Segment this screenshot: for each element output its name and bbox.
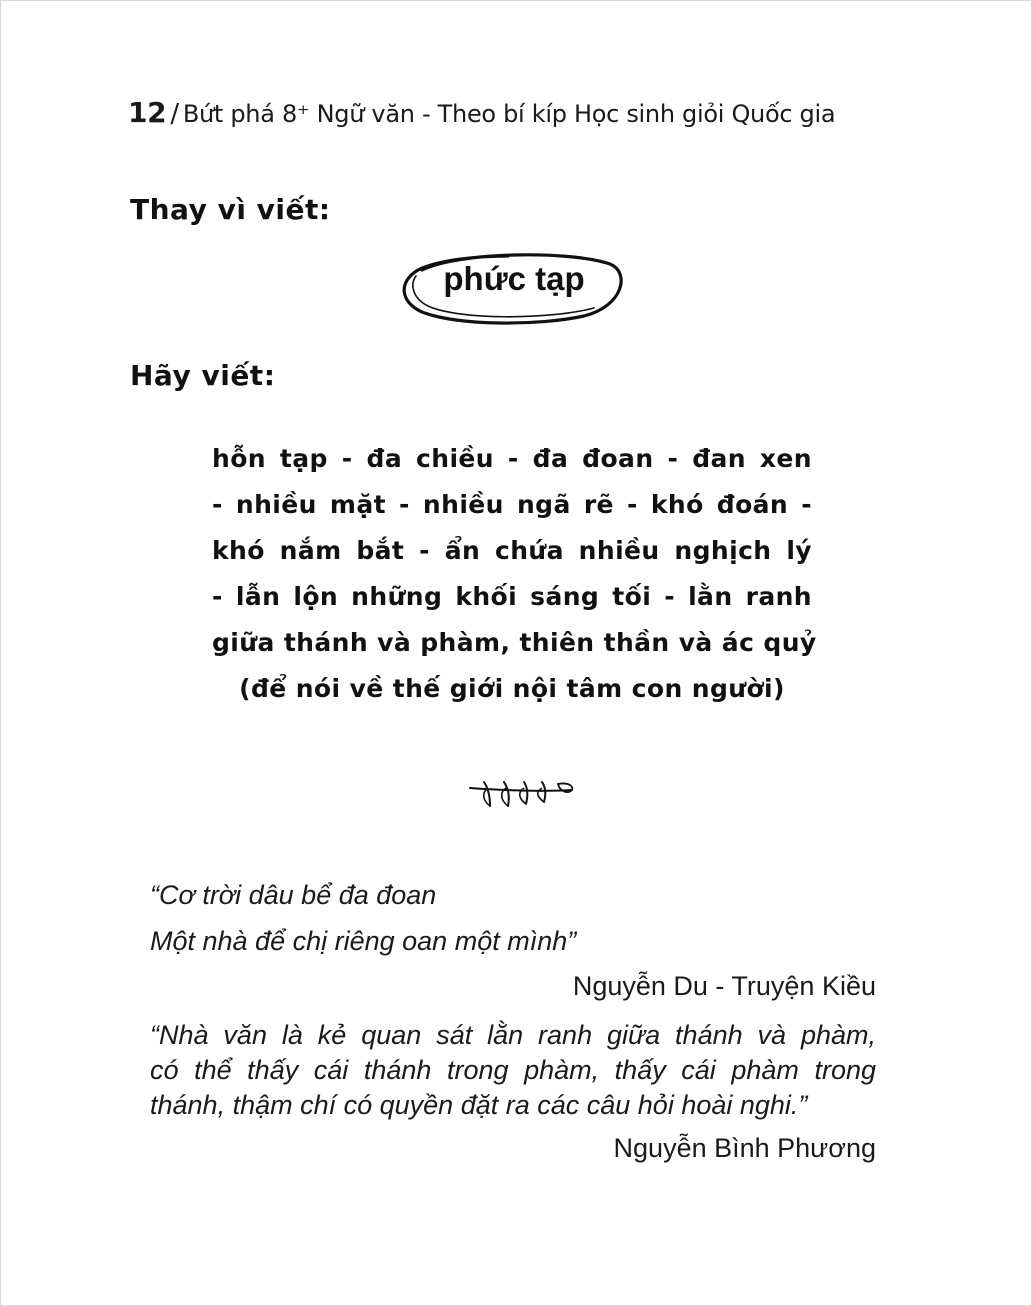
quote-attribution: Nguyễn Du - Truyện Kiều	[572, 971, 876, 1001]
leaf-branch-icon	[468, 770, 578, 814]
synonym-line: khó nắm bắt - ẩn chứa nhiều nghịch lý	[212, 536, 812, 565]
quote-block	[150, 1018, 876, 1123]
quote-line: có thể thấy cái thánh trong phàm, thấy cái phàm trong	[150, 1055, 876, 1085]
book-title: Bứt phá 8⁺ Ngữ văn - Theo bí kíp Học sinh giỏi Quốc gia	[182, 100, 836, 128]
quote-line: thánh, thậm chí có quyền đặt ra các câu hỏi hoài nghi.”	[150, 1090, 808, 1120]
quote-line: Một nhà để chị riêng oan một mình”	[150, 926, 577, 956]
write-label: Hãy viết:	[130, 359, 276, 392]
header-separator: /	[170, 99, 179, 129]
quote-line: “Cơ trời dâu bể đa đoan	[150, 880, 437, 910]
page-number: 12	[128, 96, 167, 129]
circled-word-box	[398, 248, 628, 326]
quote-line: “Nhà văn là kẻ quan sát lằn ranh giữa thánh và phàm,	[150, 1020, 876, 1050]
circled-word: phức tạp	[443, 260, 585, 297]
synonym-line: hỗn tạp - đa chiều - đa đoan - đan xen	[212, 444, 812, 473]
synonym-list	[212, 436, 817, 712]
running-header	[128, 96, 835, 129]
quote-attribution: Nguyễn Bình Phương	[613, 1133, 876, 1163]
synonym-note: (để nói về thế giới nội tâm con người)	[239, 674, 785, 703]
synonym-line: - nhiều mặt - nhiều ngã rẽ - khó đoán -	[212, 490, 812, 519]
instead-label: Thay vì viết:	[130, 193, 331, 226]
synonym-line: - lẫn lộn những khối sáng tối - lằn ranh	[212, 582, 812, 611]
synonym-line: giữa thánh và phàm, thiên thần và ác quỷ	[212, 628, 817, 657]
